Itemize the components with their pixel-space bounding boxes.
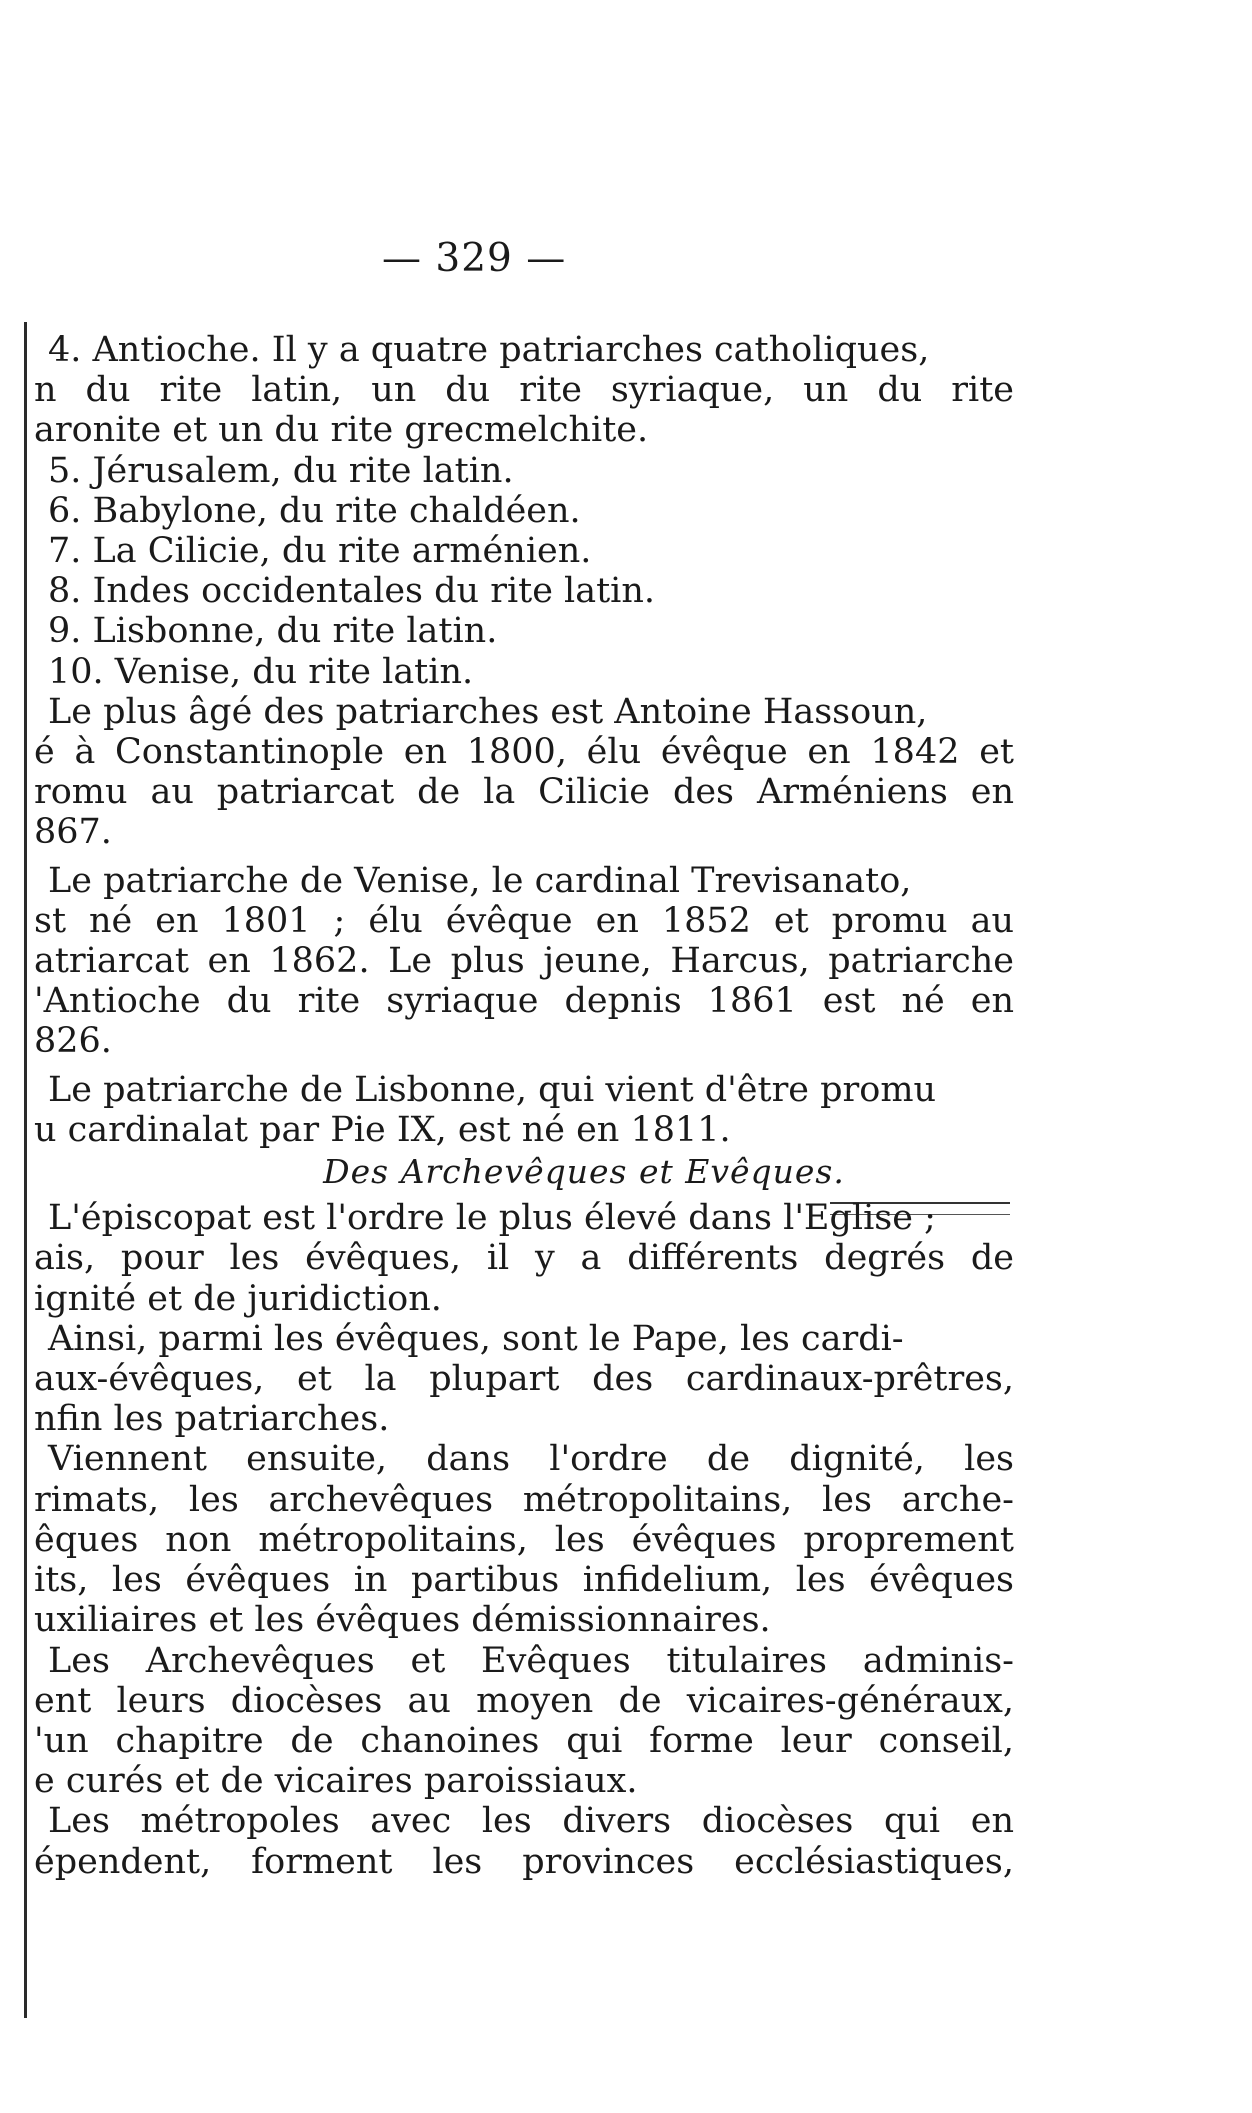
text-line: aux-évêques, et la plupart des cardinaux-prêtres, (34, 1359, 1014, 1400)
list-item: 8. Indes occidentales du rite latin. (48, 571, 656, 612)
text-line: ignité et de juridiction. (34, 1278, 442, 1319)
text-line: uxiliaires et les évêques démissionnaires. (34, 1600, 771, 1641)
text-line: Les métropoles avec les divers diocèses qui en (48, 1801, 1014, 1842)
text-line: 'Antioche du rite syriaque depnis 1861 est né en (34, 981, 1014, 1022)
text-line: romu au patriarcat de la Cilicie des Arméniens en (34, 772, 1014, 813)
text-line: Viennent ensuite, dans l'ordre de dignité, les (48, 1439, 1014, 1480)
list-item: 7. La Cilicie, du rite arménien. (48, 531, 592, 572)
text-line: st né en 1801 ; élu évêque en 1852 et promu au (34, 900, 1014, 941)
page-number: — 329 — (382, 236, 567, 281)
list-item: 6. Babylone, du rite chaldéen. (48, 490, 581, 531)
text-line: 'un chapitre de chanoines qui forme leur conseil, (34, 1720, 1014, 1761)
text-line: its, les évêques in partibus infidelium, les évêques (34, 1560, 1014, 1601)
text-line: 826. (34, 1021, 112, 1062)
text-line: rimats, les archevêques métropolitains, les arche- (34, 1479, 1014, 1520)
text-line: épendent, forment les provinces ecclésiastiques, (34, 1841, 1014, 1882)
list-item: 5. Jérusalem, du rite latin. (48, 450, 514, 491)
text-line: êques non métropolitains, les évêques proprement (34, 1519, 1014, 1560)
text-line: Les Archevêques et Evêques titulaires adminis- (48, 1640, 1014, 1681)
text-line: nfin les patriarches. (34, 1399, 390, 1440)
paragraph-gap (34, 853, 1014, 861)
list-item: 9. Lisbonne, du rite latin. (48, 611, 498, 652)
text-line: atriarcat en 1862. Le plus jeune, Harcus, patriarche (34, 941, 1014, 982)
text-line: e curés et de vicaires paroissiaux. (34, 1761, 638, 1802)
body-text (34, 330, 1014, 1882)
text-line: Le patriarche de Venise, le cardinal Trevisanato, (48, 860, 912, 901)
list-item: 10. Venise, du rite latin. (48, 651, 474, 692)
text-line: aronite et un du rite grecmelchite. (34, 410, 649, 451)
text-line: Le plus âgé des patriarches est Antoine Hassoun, (48, 691, 928, 732)
text-line: ais, pour les évêques, il y a différents degrés de (34, 1238, 1014, 1279)
text-line: n du rite latin, un du rite syriaque, un du rite (34, 370, 1014, 411)
text-line: Le patriarche de Lisbonne, qui vient d'être promu (48, 1069, 937, 1110)
text-line: L'épiscopat est l'ordre le plus élevé dans l'Eglise ; (48, 1198, 936, 1239)
text-line: 867. (34, 812, 112, 853)
text-line: ent leurs diocèses au moyen de vicaires-généraux, (34, 1680, 1014, 1721)
text-line: é à Constantinople en 1800, élu évêque en 1842 et (34, 732, 1014, 773)
text-line: u cardinalat par Pie IX, est né en 1811. (34, 1109, 731, 1150)
text-line: 4. Antioche. Il y a quatre patriarches catholiques, (48, 330, 930, 370)
paragraph-gap (34, 1062, 1014, 1070)
text-line: Ainsi, parmi les évêques, sont le Pape, les cardi- (48, 1318, 904, 1359)
left-margin-rule (24, 322, 27, 2018)
section-heading: Des Archevêques et Evêques. (323, 1152, 845, 1192)
